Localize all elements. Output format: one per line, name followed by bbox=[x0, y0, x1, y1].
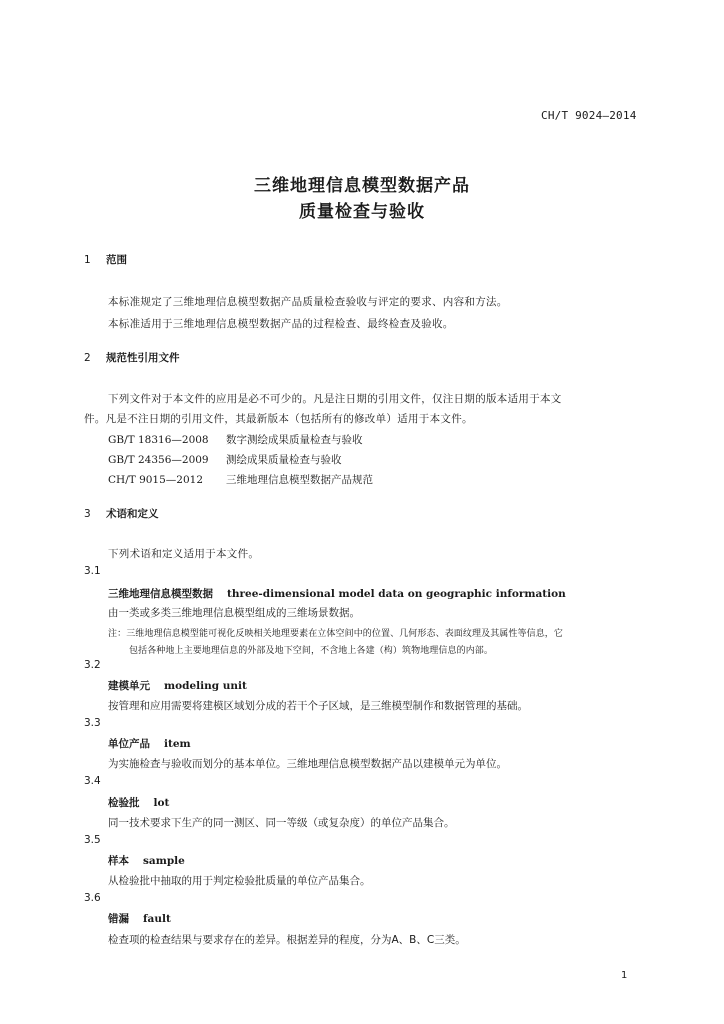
reference-code: CH/T 9015—2012 bbox=[108, 474, 204, 486]
term-en: sample bbox=[143, 855, 185, 867]
term-definition: 检查项的检查结果与要求存在的差异。根据差异的程度，分为A、B、C三类。 bbox=[108, 934, 466, 946]
normative-reference bbox=[108, 472, 373, 487]
section-1-heading bbox=[84, 252, 127, 267]
term-definition: 按管理和应用需要将建模区域划分成的若干个子区域，是三维模型制作和数据管理的基础。 bbox=[108, 700, 528, 712]
document-title-line2: 质量检查与验收 bbox=[299, 202, 425, 222]
section-number: 1 bbox=[84, 254, 91, 266]
page-number: 1 bbox=[621, 970, 628, 981]
term-definition: 同一技术要求下生产的同一测区、同一等级（或复杂度）的单位产品集合。 bbox=[108, 817, 455, 829]
term-definition: 为实施检查与验收而划分的基本单位。三维地理信息模型数据产品以建模单元为单位。 bbox=[108, 758, 507, 770]
section-title: 规范性引用文件 bbox=[106, 352, 180, 364]
standard-code: CH/T 9024—2014 bbox=[541, 109, 637, 122]
section-title: 术语和定义 bbox=[106, 508, 159, 520]
normative-reference bbox=[108, 452, 342, 467]
section-number: 3 bbox=[84, 508, 91, 520]
term-zh: 错漏 bbox=[108, 913, 129, 925]
term-number: 3.3 bbox=[84, 717, 101, 729]
term-note-line2: 包括各种地上主要地理信息的外部及地下空间，不含地上各建（构）筑物地理信息的内部。 bbox=[129, 646, 494, 656]
term-number: 3.1 bbox=[84, 565, 101, 577]
term-zh: 检验批 bbox=[108, 797, 140, 809]
term-en: modeling unit bbox=[164, 680, 247, 692]
term-definition: 由一类或多类三维地理信息模型组成的三维场景数据。 bbox=[108, 607, 360, 619]
term-zh: 三维地理信息模型数据 bbox=[108, 588, 213, 600]
section-3-intro: 下列术语和定义适用于本文件。 bbox=[108, 548, 260, 560]
reference-code: GB/T 24356—2009 bbox=[108, 454, 209, 466]
term-number: 3.6 bbox=[84, 892, 101, 904]
term-number: 3.5 bbox=[84, 834, 101, 846]
term-heading bbox=[108, 911, 171, 926]
term-zh: 单位产品 bbox=[108, 738, 150, 750]
reference-title: 测绘成果质量检查与验收 bbox=[226, 454, 342, 466]
section-3-heading bbox=[84, 506, 159, 521]
term-heading bbox=[108, 736, 191, 751]
section-1-paragraph: 本标准规定了三维地理信息模型数据产品质量检查验收与评定的要求、内容和方法。 bbox=[108, 296, 508, 308]
section-2-intro-line2: 件。凡是不注日期的引用文件，其最新版本（包括所有的修改单）适用于本文件。 bbox=[84, 413, 473, 425]
section-2-heading bbox=[84, 350, 180, 365]
term-heading bbox=[108, 678, 247, 693]
term-en: fault bbox=[143, 913, 171, 925]
term-definition: 从检验批中抽取的用于判定检验批质量的单位产品集合。 bbox=[108, 875, 371, 887]
term-note-line1: 注：三维地理信息模型能可视化反映相关地理要素在立体空间中的位置、几何形态、表面纹理及其属性等信息，它 bbox=[108, 629, 564, 639]
reference-code: GB/T 18316—2008 bbox=[108, 434, 209, 446]
term-zh: 建模单元 bbox=[108, 680, 150, 692]
normative-reference bbox=[108, 432, 363, 447]
reference-title: 数字测绘成果质量检查与验收 bbox=[226, 434, 363, 446]
term-en: item bbox=[164, 738, 191, 750]
section-2-intro-line1: 下列文件对于本文件的应用是必不可少的。凡是注日期的引用文件，仅注日期的版本适用于本文 bbox=[108, 393, 562, 405]
term-zh: 样本 bbox=[108, 855, 129, 867]
section-number: 2 bbox=[84, 352, 91, 364]
term-number: 3.4 bbox=[84, 775, 101, 787]
document-title-line1: 三维地理信息模型数据产品 bbox=[254, 176, 470, 196]
term-number: 3.2 bbox=[84, 659, 101, 671]
term-heading bbox=[108, 853, 185, 868]
section-title: 范围 bbox=[106, 254, 127, 266]
term-heading bbox=[108, 586, 566, 601]
term-en: lot bbox=[153, 797, 170, 809]
reference-title: 三维地理信息模型数据产品规范 bbox=[226, 474, 373, 486]
term-heading bbox=[108, 795, 169, 810]
section-1-paragraph: 本标准适用于三维地理信息模型数据产品的过程检查、最终检查及验收。 bbox=[108, 318, 454, 330]
term-en: three-dimensional model data on geographic information bbox=[227, 588, 566, 600]
